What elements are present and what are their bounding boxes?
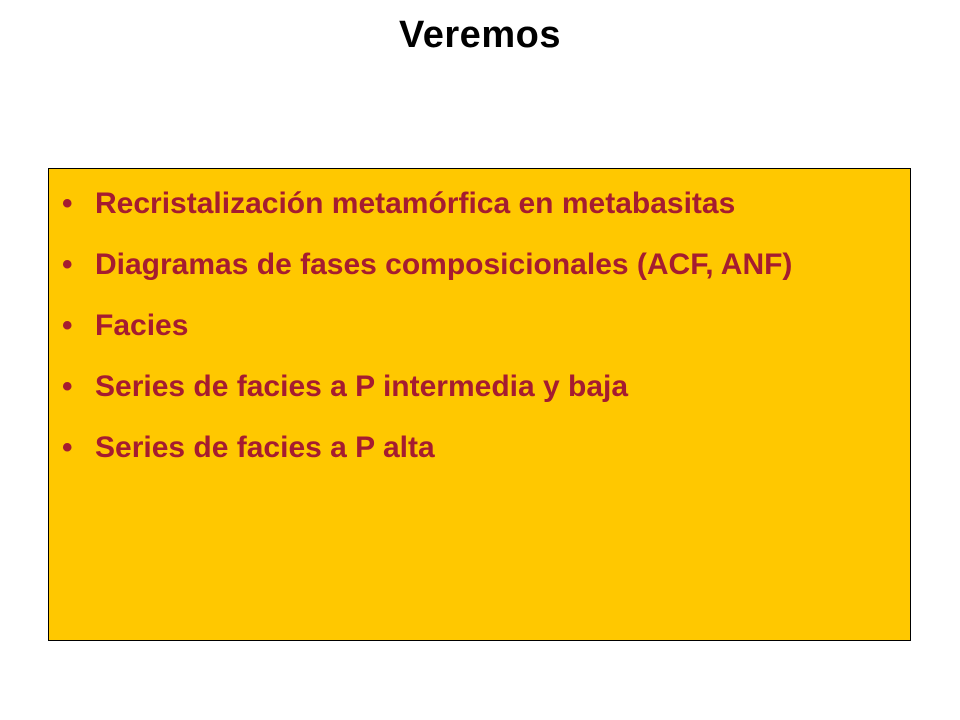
bullet-item [62, 364, 890, 409]
bullet-text: Recristalización metamórfica en metabasitas [95, 187, 736, 220]
bullet-dot-icon: • [62, 309, 73, 342]
bullet-item [62, 303, 890, 348]
bullet-dot-icon: • [62, 431, 73, 464]
bullet-text: Facies [95, 309, 189, 342]
bullet-text: Diagramas de fases composicionales (ACF, ANF) [95, 248, 793, 281]
bullet-text: Series de facies a P alta [95, 431, 435, 464]
bullet-text: Series de facies a P intermedia y baja [95, 370, 629, 403]
bullet-item [62, 181, 890, 226]
bullet-dot-icon: • [62, 370, 73, 403]
bullet-dot-icon: • [62, 248, 73, 281]
bullet-dot-icon: • [62, 187, 73, 220]
bullet-list [49, 169, 910, 470]
slide-title: Veremos [399, 14, 561, 56]
bullet-item [62, 425, 890, 470]
bullet-item [62, 242, 890, 287]
content-box [48, 168, 911, 641]
